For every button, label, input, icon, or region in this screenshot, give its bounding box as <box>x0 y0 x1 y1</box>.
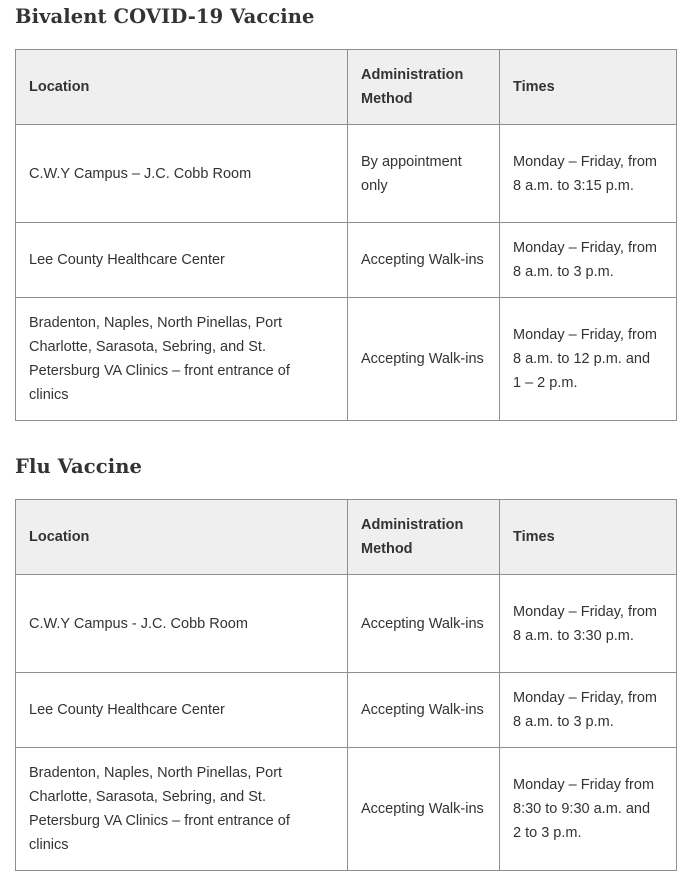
table-row <box>16 125 677 223</box>
column-header-administration-method: Administration Method <box>348 50 500 125</box>
method-cell: By appointment only <box>348 125 500 223</box>
flu-vaccine-heading: Flu Vaccine <box>15 455 143 478</box>
method-cell: Accepting Walk-ins <box>348 575 500 673</box>
times-cell: Monday – Friday, from 8 a.m. to 3 p.m. <box>500 223 677 298</box>
location-cell: Bradenton, Naples, North Pinellas, Port Charlotte, Sarasota, Sebring, and St. Petersburg VA Clinics – front entrance of clinics <box>16 298 348 421</box>
location-cell: Bradenton, Naples, North Pinellas, Port Charlotte, Sarasota, Sebring, and St. Petersburg VA Clinics – front entrance of clinics <box>16 748 348 871</box>
location-cell: Lee County Healthcare Center <box>16 673 348 748</box>
table-row <box>16 298 677 421</box>
covid-vaccine-heading: Bivalent COVID-19 Vaccine <box>15 5 315 28</box>
location-cell: C.W.Y Campus – J.C. Cobb Room <box>16 125 348 223</box>
method-cell: Accepting Walk-ins <box>348 748 500 871</box>
times-cell: Monday – Friday, from 8 a.m. to 3:15 p.m. <box>500 125 677 223</box>
times-cell: Monday – Friday, from 8 a.m. to 3:30 p.m. <box>500 575 677 673</box>
location-cell: Lee County Healthcare Center <box>16 223 348 298</box>
method-cell: Accepting Walk-ins <box>348 298 500 421</box>
times-cell: Monday – Friday from 8:30 to 9:30 a.m. and 2 to 3 p.m. <box>500 748 677 871</box>
covid-vaccine-table <box>15 49 677 421</box>
column-header-times: Times <box>500 500 677 575</box>
table-row <box>16 748 677 871</box>
column-header-location: Location <box>16 500 348 575</box>
column-header-administration-method: Administration Method <box>348 500 500 575</box>
method-cell: Accepting Walk-ins <box>348 223 500 298</box>
table-row <box>16 223 677 298</box>
times-cell: Monday – Friday, from 8 a.m. to 12 p.m. and 1 – 2 p.m. <box>500 298 677 421</box>
table-row <box>16 575 677 673</box>
location-cell: C.W.Y Campus - J.C. Cobb Room <box>16 575 348 673</box>
times-cell: Monday – Friday, from 8 a.m. to 3 p.m. <box>500 673 677 748</box>
column-header-times: Times <box>500 50 677 125</box>
flu-vaccine-table <box>15 499 677 871</box>
table-header-row <box>16 500 677 575</box>
column-header-location: Location <box>16 50 348 125</box>
table-row <box>16 673 677 748</box>
table-header-row <box>16 50 677 125</box>
method-cell: Accepting Walk-ins <box>348 673 500 748</box>
